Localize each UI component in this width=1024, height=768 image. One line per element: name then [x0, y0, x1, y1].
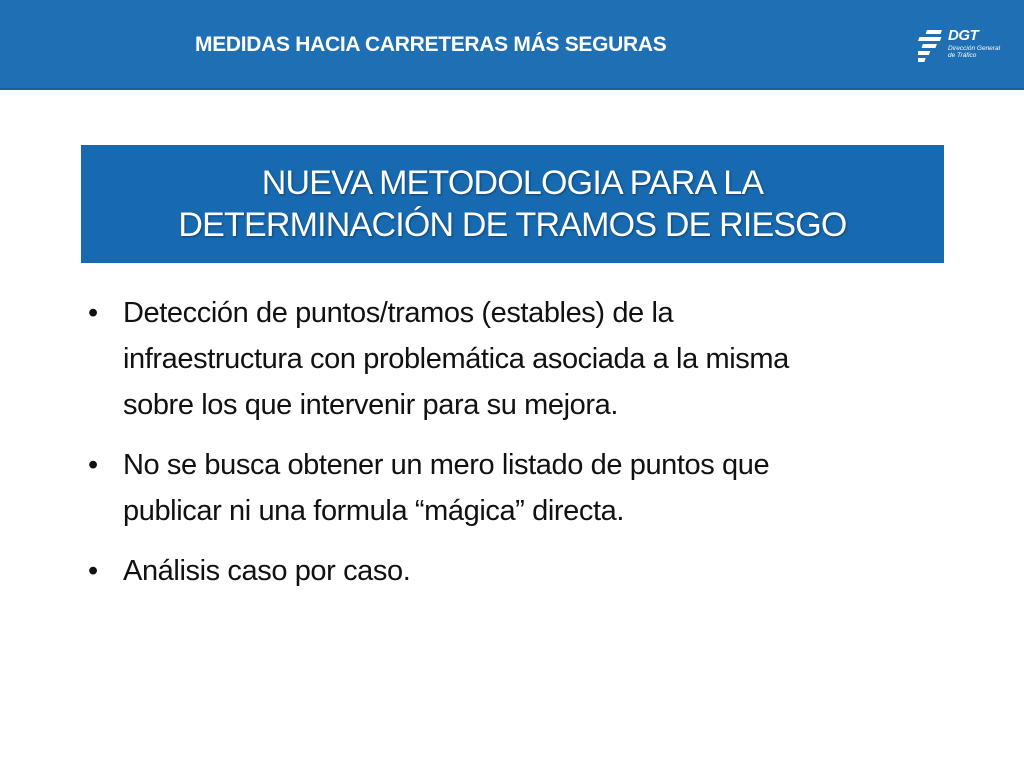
logo-text: DGT [948, 27, 979, 44]
dgt-logo-icon [918, 30, 946, 64]
bullet-item [88, 548, 938, 594]
bullet-text-line: Análisis caso por caso. [123, 555, 411, 587]
logo-subtitle-line: Dirección General [948, 45, 1001, 52]
slide-title-line: DETERMINACIÓN DE TRAMOS DE RIESGO [178, 206, 847, 244]
logo-subtitle [948, 45, 1008, 59]
dgt-logo [918, 28, 1008, 68]
header-title: MEDIDAS HACIA CARRETERAS MÁS SEGURAS [195, 33, 667, 56]
bullet-dot-icon: • [88, 297, 99, 329]
bullet-item [88, 442, 938, 534]
logo-subtitle-line: de Tráfico [948, 52, 977, 59]
bullet-text-line: infraestructura con problemática asociada a la misma [123, 343, 789, 375]
slide-title-box [81, 145, 944, 263]
bullet-text-line: publicar ni una formula “mágica” directa. [123, 495, 624, 527]
header-band [0, 0, 1024, 90]
bullet-list [88, 290, 938, 608]
bullet-item [88, 290, 938, 428]
bullet-dot-icon: • [88, 555, 99, 587]
bullet-text-line: No se busca obtener un mero listado de puntos que [123, 449, 770, 481]
bullet-text-line: Detección de puntos/tramos (estables) de la [123, 297, 674, 329]
bullet-text-line: sobre los que intervenir para su mejora. [123, 389, 618, 421]
slide-title-line: NUEVA METODOLOGIA PARA LA [261, 164, 764, 202]
bullet-dot-icon: • [88, 449, 99, 481]
